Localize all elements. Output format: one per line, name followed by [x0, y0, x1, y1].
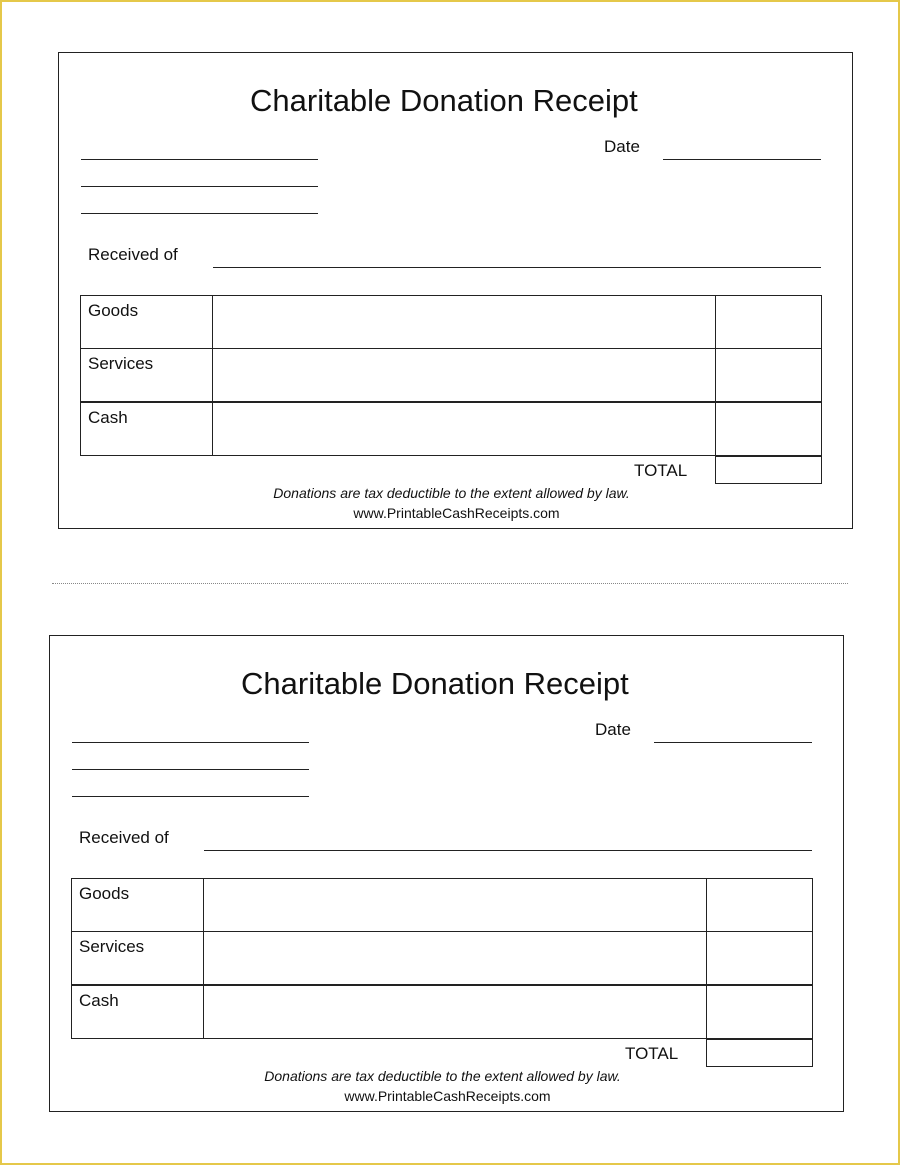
donation-items-table: [71, 878, 813, 1040]
item-label-goods: Goods: [79, 884, 130, 903]
item-label-services: Services: [88, 354, 154, 373]
item-amount-cell[interactable]: [706, 931, 813, 985]
item-amount-cell[interactable]: [706, 878, 813, 932]
website-url: www.PrintableCashReceipts.com: [353, 505, 560, 521]
cut-line-divider: [52, 583, 848, 584]
received-of-field-line[interactable]: [213, 267, 821, 268]
item-label-cell: [80, 295, 213, 349]
item-description-cell[interactable]: [212, 348, 716, 402]
total-amount-box[interactable]: [715, 456, 822, 484]
item-description-cell[interactable]: [212, 402, 716, 456]
date-label: Date: [604, 137, 640, 156]
donor-address-line-1[interactable]: [81, 159, 318, 160]
item-label-goods: Goods: [88, 301, 139, 320]
item-label-cell: [80, 348, 213, 402]
received-of-field-line[interactable]: [204, 850, 812, 851]
item-label-cell: [80, 402, 213, 456]
total-label: TOTAL: [625, 1044, 679, 1063]
donor-address-line-1[interactable]: [72, 742, 309, 743]
tax-disclaimer: Donations are tax deductible to the extent allowed by law.: [273, 485, 630, 501]
total-label: TOTAL: [634, 461, 688, 480]
table-row-cash: [80, 402, 822, 456]
received-of-label: Received of: [79, 828, 169, 847]
receipt-title: Charitable Donation Receipt: [250, 83, 638, 118]
table-row-services: [80, 348, 822, 402]
item-amount-cell[interactable]: [715, 402, 822, 456]
item-description-cell[interactable]: [203, 931, 707, 985]
item-amount-cell[interactable]: [715, 348, 822, 402]
received-of-label: Received of: [88, 245, 178, 264]
table-row-cash: [71, 985, 813, 1039]
donor-address-line-2[interactable]: [72, 769, 309, 770]
table-row-services: [71, 931, 813, 985]
item-label-cell: [71, 985, 204, 1039]
item-label-cell: [71, 878, 204, 932]
item-label-cell: [71, 931, 204, 985]
donor-address-line-3[interactable]: [81, 213, 318, 214]
date-field-line[interactable]: [654, 742, 812, 743]
total-amount-box[interactable]: [706, 1039, 813, 1067]
item-description-cell[interactable]: [203, 985, 707, 1039]
donor-address-line-2[interactable]: [81, 186, 318, 187]
item-amount-cell[interactable]: [715, 295, 822, 349]
table-row-goods: [80, 295, 822, 349]
item-label-cash: Cash: [88, 408, 128, 427]
tax-disclaimer: Donations are tax deductible to the extent allowed by law.: [264, 1068, 621, 1084]
item-label-services: Services: [79, 937, 145, 956]
item-description-cell[interactable]: [212, 295, 716, 349]
donation-receipt-top: [58, 52, 853, 529]
receipt-title: Charitable Donation Receipt: [241, 666, 629, 701]
donation-items-table: [80, 295, 822, 457]
item-description-cell[interactable]: [203, 878, 707, 932]
website-url: www.PrintableCashReceipts.com: [344, 1088, 551, 1104]
table-row-goods: [71, 878, 813, 932]
donation-receipt-bottom: [49, 635, 844, 1112]
date-label: Date: [595, 720, 631, 739]
donor-address-line-3[interactable]: [72, 796, 309, 797]
item-amount-cell[interactable]: [706, 985, 813, 1039]
date-field-line[interactable]: [663, 159, 821, 160]
item-label-cash: Cash: [79, 991, 119, 1010]
